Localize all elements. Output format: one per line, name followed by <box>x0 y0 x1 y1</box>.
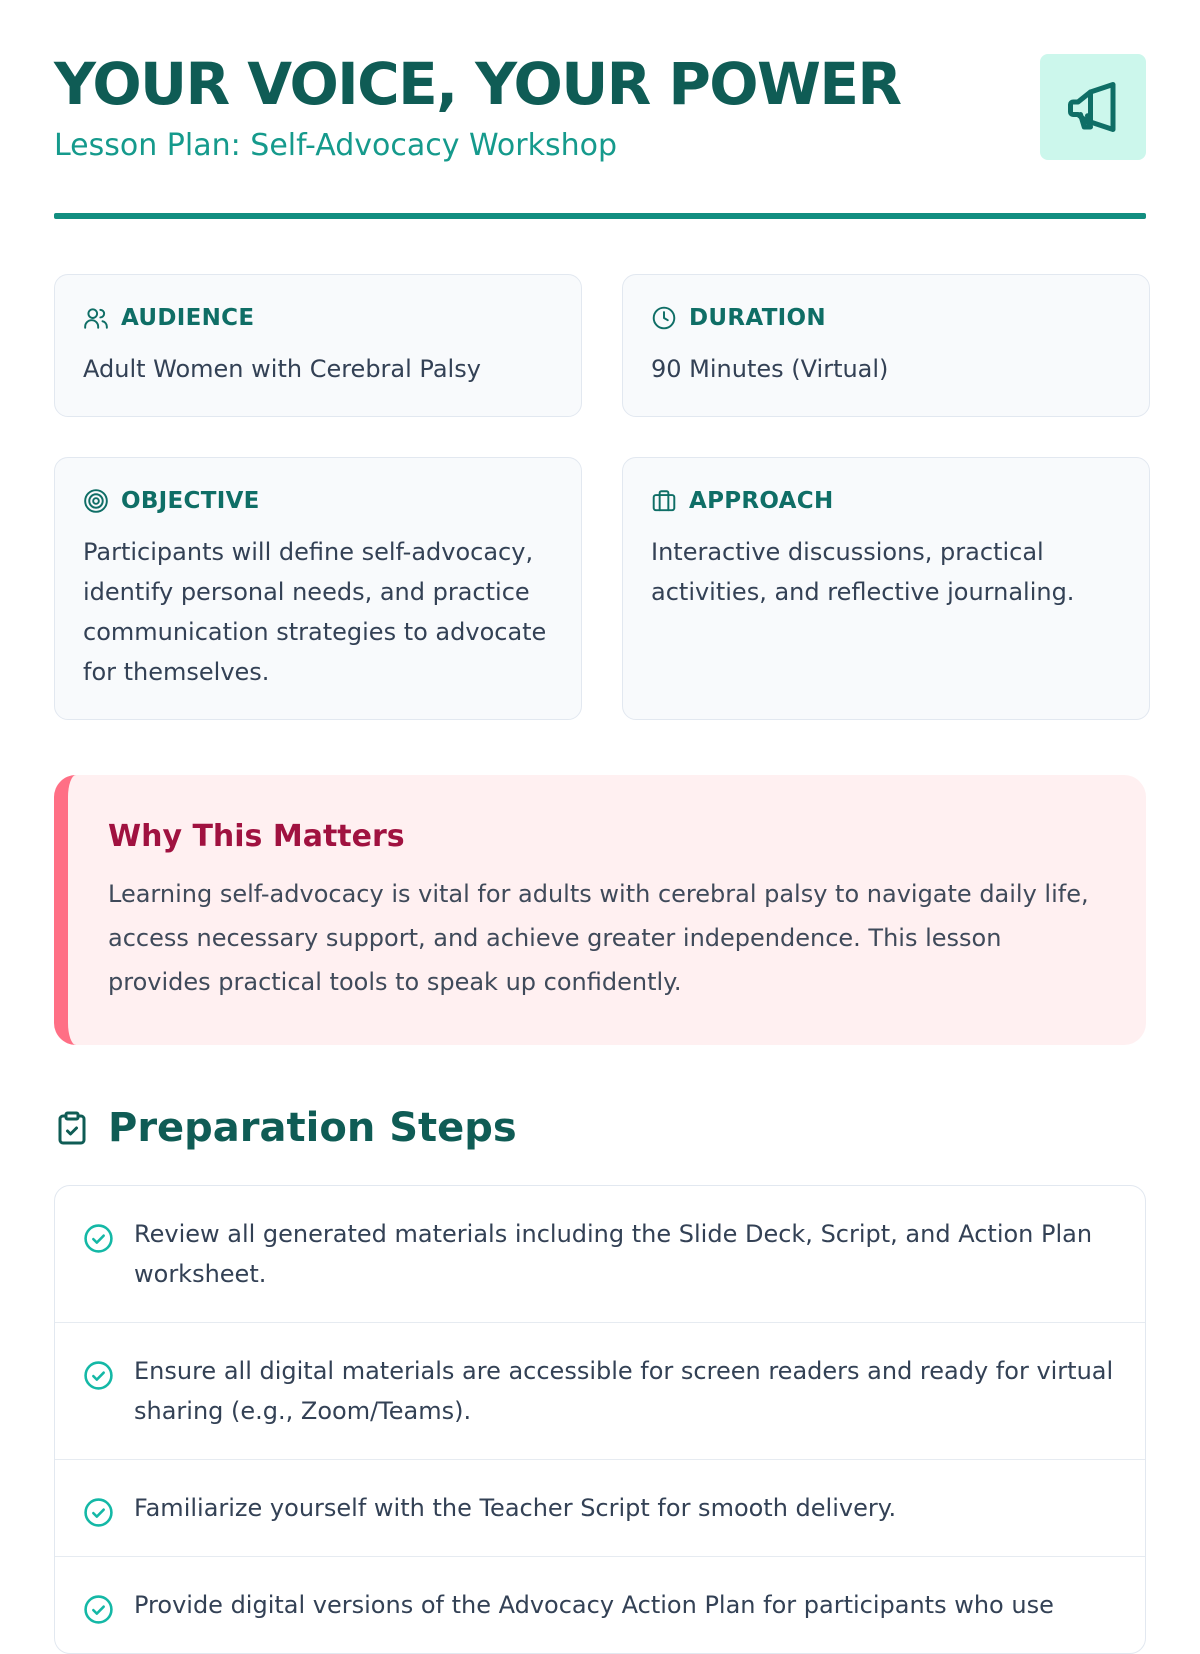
approach-card <box>622 457 1150 720</box>
check-circle-icon <box>83 1594 114 1625</box>
objective-card <box>54 457 582 720</box>
step-text: Familiarize yourself with the Teacher Script for smooth delivery. <box>134 1494 897 1522</box>
briefcase-icon <box>651 488 677 514</box>
audience-text: Adult Women with Cerebral Palsy <box>83 355 481 383</box>
megaphone-icon <box>1063 77 1123 137</box>
why-title: Why This Matters <box>108 819 405 854</box>
audience-label: AUDIENCE <box>121 305 255 331</box>
target-icon <box>83 488 109 514</box>
duration-card <box>622 274 1150 417</box>
clock-icon <box>651 305 677 331</box>
header <box>54 0 1146 221</box>
objective-text: Participants will define self-advocacy, identify personal needs, and practice communication strategies to advocate for themselves. <box>83 538 547 686</box>
info-cards <box>54 274 1146 720</box>
step-text: Provide digital versions of the Advocacy Action Plan for participants who use <box>134 1591 1054 1619</box>
page-subtitle: Lesson Plan: Self-Advocacy Workshop <box>54 128 618 163</box>
check-circle-icon <box>83 1497 114 1528</box>
check-circle-icon <box>83 1223 114 1254</box>
preparation-title: Preparation Steps <box>108 1105 517 1151</box>
clipboard-check-icon <box>54 1108 90 1148</box>
list-item <box>55 1460 1145 1557</box>
duration-label: DURATION <box>689 305 826 331</box>
objective-label: OBJECTIVE <box>121 488 260 514</box>
list-item <box>55 1186 1145 1323</box>
header-divider <box>54 213 1146 219</box>
users-icon <box>83 305 109 331</box>
list-item <box>55 1323 1145 1460</box>
preparation-header <box>54 1101 1146 1155</box>
check-circle-icon <box>83 1360 114 1391</box>
audience-card <box>54 274 582 417</box>
approach-text: Interactive discussions, practical activities, and reflective journaling. <box>651 538 1075 606</box>
page-title: YOUR VOICE, YOUR POWER <box>54 50 901 118</box>
megaphone-badge <box>1040 54 1146 160</box>
why-text: Learning self-advocacy is vital for adults with cerebral palsy to navigate daily life, access necessary support, and achieve greater independence. This lesson provides practical tools to speak up confidently. <box>108 880 1089 996</box>
step-text: Ensure all digital materials are accessible for screen readers and ready for virtual sharing (e.g., Zoom/Teams). <box>134 1357 1114 1425</box>
step-text: Review all generated materials including the Slide Deck, Script, and Action Plan worksheet. <box>134 1220 1093 1288</box>
preparation-steps-list <box>54 1185 1146 1654</box>
why-this-matters-callout <box>54 775 1146 1045</box>
duration-text: 90 Minutes (Virtual) <box>651 355 889 383</box>
list-item <box>55 1557 1145 1653</box>
approach-label: APPROACH <box>689 488 834 514</box>
